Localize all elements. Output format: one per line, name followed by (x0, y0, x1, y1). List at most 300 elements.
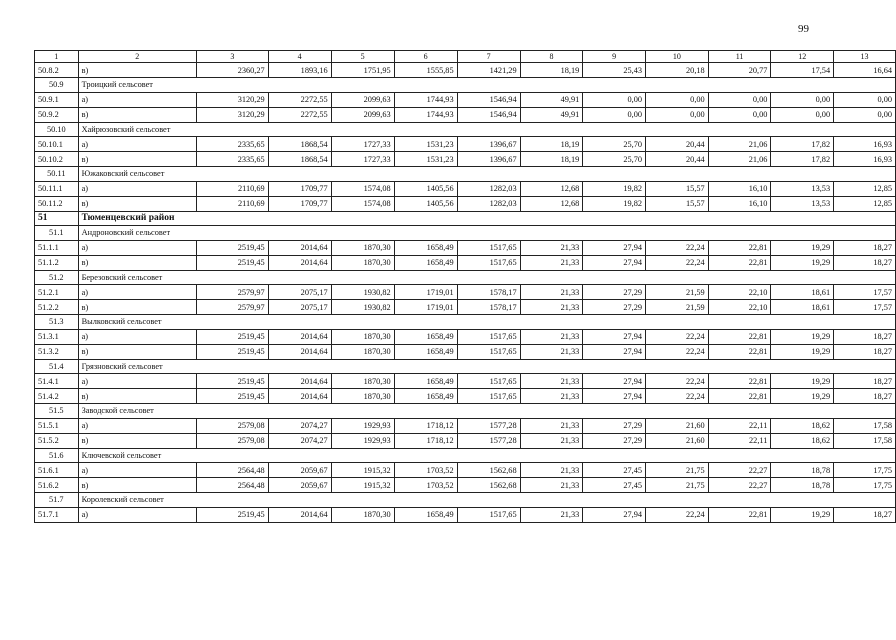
value-cell: 12,68 (520, 181, 583, 196)
value-cell: 16,10 (708, 181, 771, 196)
value-cell: 2360,27 (196, 63, 268, 78)
value-cell: 22,24 (646, 255, 709, 270)
value-cell: 49,91 (520, 107, 583, 122)
subsection-row (35, 226, 896, 241)
subsection-row (35, 359, 896, 374)
value-cell: 1562,68 (457, 478, 520, 493)
value-cell: 16,10 (708, 196, 771, 211)
section-number: 51.4 (35, 359, 79, 374)
value-cell: 22,24 (646, 240, 709, 255)
section-title: Тюменцевский район (78, 211, 895, 226)
value-cell: 1577,28 (457, 418, 520, 433)
section-title: Ключевской сельсовет (78, 448, 895, 463)
row-variant: в) (78, 478, 196, 493)
value-cell: 0,00 (771, 107, 834, 122)
row-number: 51.2.2 (35, 300, 79, 315)
section-title: Андроновский сельсовет (78, 226, 895, 241)
table-row (35, 196, 896, 211)
section-number: 51.7 (35, 493, 79, 508)
table-row (35, 107, 896, 122)
section-number: 51 (35, 211, 79, 226)
section-title: Березовский сельсовет (78, 270, 895, 285)
value-cell: 25,70 (583, 152, 646, 167)
value-cell: 22,24 (646, 374, 709, 389)
value-cell: 21,59 (646, 285, 709, 300)
value-cell: 1868,54 (268, 152, 331, 167)
value-cell: 18,62 (771, 418, 834, 433)
value-cell: 22,10 (708, 285, 771, 300)
value-cell: 1870,30 (331, 389, 394, 404)
value-cell: 21,60 (646, 418, 709, 433)
value-cell: 27,94 (583, 240, 646, 255)
value-cell: 25,43 (583, 63, 646, 78)
section-number: 51.5 (35, 404, 79, 419)
value-cell: 1727,33 (331, 137, 394, 152)
row-number: 51.3.1 (35, 329, 79, 344)
value-cell: 21,75 (646, 463, 709, 478)
row-number: 51.1.1 (35, 240, 79, 255)
value-cell: 22,24 (646, 329, 709, 344)
value-cell: 16,64 (834, 63, 896, 78)
value-cell: 1577,28 (457, 433, 520, 448)
row-number: 51.5.1 (35, 418, 79, 433)
table-row (35, 152, 896, 167)
subsection-row (35, 122, 896, 137)
value-cell: 2579,08 (196, 433, 268, 448)
section-number: 51.1 (35, 226, 79, 241)
value-cell: 22,24 (646, 507, 709, 522)
value-cell: 1915,32 (331, 478, 394, 493)
row-number: 51.7.1 (35, 507, 79, 522)
column-header: 4 (268, 51, 331, 63)
column-header: 9 (583, 51, 646, 63)
value-cell: 22,11 (708, 418, 771, 433)
value-cell: 16,93 (834, 152, 896, 167)
value-cell: 21,33 (520, 507, 583, 522)
value-cell: 1517,65 (457, 507, 520, 522)
table-row (35, 285, 896, 300)
value-cell: 12,85 (834, 196, 896, 211)
value-cell: 13,53 (771, 181, 834, 196)
value-cell: 22,81 (708, 255, 771, 270)
row-number: 50.8.2 (35, 63, 79, 78)
value-cell: 2579,97 (196, 285, 268, 300)
value-cell: 2564,48 (196, 463, 268, 478)
value-cell: 15,57 (646, 181, 709, 196)
table-row (35, 478, 896, 493)
value-cell: 21,75 (646, 478, 709, 493)
value-cell: 1744,93 (394, 92, 457, 107)
row-variant: а) (78, 137, 196, 152)
table-row (35, 507, 896, 522)
row-number: 50.9.1 (35, 92, 79, 107)
value-cell: 21,33 (520, 285, 583, 300)
value-cell: 1703,52 (394, 478, 457, 493)
section-number: 51.6 (35, 448, 79, 463)
value-cell: 21,33 (520, 240, 583, 255)
value-cell: 2519,45 (196, 507, 268, 522)
value-cell: 1870,30 (331, 344, 394, 359)
value-cell: 3120,29 (196, 92, 268, 107)
value-cell: 1870,30 (331, 374, 394, 389)
value-cell: 18,78 (771, 463, 834, 478)
value-cell: 2519,45 (196, 374, 268, 389)
row-number: 50.11.2 (35, 196, 79, 211)
value-cell: 1719,01 (394, 300, 457, 315)
value-cell: 1546,94 (457, 107, 520, 122)
value-cell: 1421,29 (457, 63, 520, 78)
value-cell: 1658,49 (394, 344, 457, 359)
table-row (35, 181, 896, 196)
value-cell: 2074,27 (268, 433, 331, 448)
section-title: Хайрюзовский сельсовет (78, 122, 895, 137)
value-cell: 1517,65 (457, 389, 520, 404)
row-variant: а) (78, 418, 196, 433)
value-cell: 19,29 (771, 344, 834, 359)
value-cell: 17,75 (834, 478, 896, 493)
value-cell: 20,44 (646, 152, 709, 167)
value-cell: 1709,77 (268, 181, 331, 196)
row-number: 51.3.2 (35, 344, 79, 359)
column-header: 13 (834, 51, 896, 63)
row-number: 50.9.2 (35, 107, 79, 122)
value-cell: 2014,64 (268, 389, 331, 404)
value-cell: 1658,49 (394, 389, 457, 404)
value-cell: 1555,85 (394, 63, 457, 78)
value-cell: 1405,56 (394, 181, 457, 196)
value-cell: 1578,17 (457, 285, 520, 300)
row-variant: а) (78, 285, 196, 300)
value-cell: 1396,67 (457, 137, 520, 152)
subsection-row (35, 448, 896, 463)
value-cell: 22,81 (708, 507, 771, 522)
value-cell: 2519,45 (196, 240, 268, 255)
row-number: 50.11.1 (35, 181, 79, 196)
row-variant: в) (78, 152, 196, 167)
value-cell: 19,82 (583, 181, 646, 196)
value-cell: 18,62 (771, 433, 834, 448)
value-cell: 27,29 (583, 418, 646, 433)
page-number: 99 (798, 23, 809, 35)
value-cell: 1517,65 (457, 374, 520, 389)
value-cell: 1405,56 (394, 196, 457, 211)
section-title: Южаковский сельсовет (78, 167, 895, 182)
value-cell: 2519,45 (196, 344, 268, 359)
value-cell: 17,75 (834, 463, 896, 478)
value-cell: 18,19 (520, 137, 583, 152)
table-row (35, 344, 896, 359)
subsection-row (35, 167, 896, 182)
row-variant: а) (78, 92, 196, 107)
value-cell: 1929,93 (331, 418, 394, 433)
district-header-row (35, 211, 896, 226)
row-number: 51.4.1 (35, 374, 79, 389)
value-cell: 1751,95 (331, 63, 394, 78)
value-cell: 19,29 (771, 374, 834, 389)
row-variant: а) (78, 240, 196, 255)
value-cell: 2272,55 (268, 107, 331, 122)
value-cell: 2099,63 (331, 92, 394, 107)
value-cell: 27,29 (583, 300, 646, 315)
value-cell: 27,94 (583, 329, 646, 344)
row-variant: в) (78, 344, 196, 359)
value-cell: 1930,82 (331, 300, 394, 315)
value-cell: 1893,16 (268, 63, 331, 78)
value-cell: 22,81 (708, 374, 771, 389)
value-cell: 1930,82 (331, 285, 394, 300)
value-cell: 0,00 (771, 92, 834, 107)
subsection-row (35, 270, 896, 285)
value-cell: 20,18 (646, 63, 709, 78)
value-cell: 1517,65 (457, 240, 520, 255)
value-cell: 27,94 (583, 255, 646, 270)
row-number: 51.5.2 (35, 433, 79, 448)
value-cell: 1719,01 (394, 285, 457, 300)
value-cell: 1658,49 (394, 255, 457, 270)
value-cell: 27,94 (583, 507, 646, 522)
column-header: 3 (196, 51, 268, 63)
value-cell: 17,57 (834, 285, 896, 300)
value-cell: 1574,08 (331, 181, 394, 196)
value-cell: 1703,52 (394, 463, 457, 478)
value-cell: 18,27 (834, 344, 896, 359)
value-cell: 22,24 (646, 389, 709, 404)
section-number: 50.11 (35, 167, 79, 182)
section-number: 51.3 (35, 315, 79, 330)
value-cell: 19,82 (583, 196, 646, 211)
value-cell: 21,33 (520, 374, 583, 389)
value-cell: 21,33 (520, 329, 583, 344)
value-cell: 27,29 (583, 433, 646, 448)
column-header: 12 (771, 51, 834, 63)
value-cell: 19,29 (771, 329, 834, 344)
value-cell: 22,81 (708, 240, 771, 255)
value-cell: 20,77 (708, 63, 771, 78)
column-header: 1 (35, 51, 79, 63)
value-cell: 2272,55 (268, 92, 331, 107)
row-variant: а) (78, 181, 196, 196)
value-cell: 49,91 (520, 92, 583, 107)
value-cell: 22,81 (708, 329, 771, 344)
table-row (35, 433, 896, 448)
row-number: 51.1.2 (35, 255, 79, 270)
value-cell: 1658,49 (394, 240, 457, 255)
value-cell: 1870,30 (331, 240, 394, 255)
section-number: 50.9 (35, 78, 79, 93)
table-row (35, 63, 896, 78)
column-header: 2 (78, 51, 196, 63)
value-cell: 18,27 (834, 240, 896, 255)
value-cell: 0,00 (583, 107, 646, 122)
value-cell: 1718,12 (394, 433, 457, 448)
row-number: 50.10.2 (35, 152, 79, 167)
value-cell: 27,94 (583, 389, 646, 404)
value-cell: 27,94 (583, 374, 646, 389)
row-number: 51.2.1 (35, 285, 79, 300)
column-header: 6 (394, 51, 457, 63)
value-cell: 22,24 (646, 344, 709, 359)
value-cell: 1396,67 (457, 152, 520, 167)
value-cell: 3120,29 (196, 107, 268, 122)
row-variant: в) (78, 389, 196, 404)
value-cell: 18,27 (834, 329, 896, 344)
value-cell: 1658,49 (394, 329, 457, 344)
value-cell: 2099,63 (331, 107, 394, 122)
value-cell: 1718,12 (394, 418, 457, 433)
table-row (35, 418, 896, 433)
row-number: 51.4.2 (35, 389, 79, 404)
value-cell: 21,06 (708, 152, 771, 167)
value-cell: 18,61 (771, 300, 834, 315)
table-row (35, 374, 896, 389)
value-cell: 22,27 (708, 478, 771, 493)
value-cell: 1531,23 (394, 137, 457, 152)
value-cell: 2110,69 (196, 181, 268, 196)
value-cell: 1870,30 (331, 255, 394, 270)
value-cell: 21,33 (520, 255, 583, 270)
value-cell: 1282,03 (457, 181, 520, 196)
value-cell: 27,29 (583, 285, 646, 300)
table-row (35, 240, 896, 255)
value-cell: 1658,49 (394, 374, 457, 389)
value-cell: 19,29 (771, 255, 834, 270)
value-cell: 1562,68 (457, 463, 520, 478)
column-header: 5 (331, 51, 394, 63)
value-cell: 19,29 (771, 507, 834, 522)
value-cell: 22,81 (708, 389, 771, 404)
value-cell: 17,58 (834, 433, 896, 448)
table-row (35, 329, 896, 344)
row-variant: в) (78, 300, 196, 315)
row-number: 51.6.2 (35, 478, 79, 493)
value-cell: 2519,45 (196, 329, 268, 344)
value-cell: 0,00 (646, 107, 709, 122)
value-cell: 2075,17 (268, 285, 331, 300)
value-cell: 13,53 (771, 196, 834, 211)
value-cell: 1517,65 (457, 344, 520, 359)
row-variant: в) (78, 63, 196, 78)
section-number: 51.2 (35, 270, 79, 285)
table-row (35, 255, 896, 270)
value-cell: 0,00 (834, 92, 896, 107)
value-cell: 2014,64 (268, 374, 331, 389)
value-cell: 21,59 (646, 300, 709, 315)
value-cell: 2014,64 (268, 329, 331, 344)
value-cell: 2059,67 (268, 478, 331, 493)
value-cell: 1868,54 (268, 137, 331, 152)
value-cell: 18,27 (834, 389, 896, 404)
section-title: Грязновский сельсовет (78, 359, 895, 374)
value-cell: 2014,64 (268, 240, 331, 255)
value-cell: 1727,33 (331, 152, 394, 167)
value-cell: 27,45 (583, 478, 646, 493)
value-cell: 18,27 (834, 507, 896, 522)
value-cell: 16,93 (834, 137, 896, 152)
value-cell: 2335,65 (196, 152, 268, 167)
value-cell: 1870,30 (331, 507, 394, 522)
row-variant: в) (78, 433, 196, 448)
value-cell: 17,58 (834, 418, 896, 433)
column-header: 11 (708, 51, 771, 63)
value-cell: 1870,30 (331, 329, 394, 344)
section-title: Вылковский сельсовет (78, 315, 895, 330)
value-cell: 21,60 (646, 433, 709, 448)
value-cell: 21,33 (520, 344, 583, 359)
subsection-row (35, 78, 896, 93)
value-cell: 2110,69 (196, 196, 268, 211)
table-row (35, 300, 896, 315)
value-cell: 0,00 (708, 92, 771, 107)
subsection-row (35, 493, 896, 508)
row-variant: а) (78, 463, 196, 478)
value-cell: 1282,03 (457, 196, 520, 211)
row-number: 51.6.1 (35, 463, 79, 478)
value-cell: 1517,65 (457, 255, 520, 270)
column-header: 10 (646, 51, 709, 63)
value-cell: 2579,97 (196, 300, 268, 315)
value-cell: 22,11 (708, 433, 771, 448)
column-header: 7 (457, 51, 520, 63)
value-cell: 21,33 (520, 478, 583, 493)
value-cell: 27,94 (583, 344, 646, 359)
subsection-row (35, 315, 896, 330)
value-cell: 19,29 (771, 389, 834, 404)
value-cell: 1658,49 (394, 507, 457, 522)
value-cell: 0,00 (646, 92, 709, 107)
value-cell: 1546,94 (457, 92, 520, 107)
value-cell: 1578,17 (457, 300, 520, 315)
value-cell: 2579,08 (196, 418, 268, 433)
value-cell: 22,27 (708, 463, 771, 478)
table-row (35, 463, 896, 478)
value-cell: 18,19 (520, 63, 583, 78)
value-cell: 2014,64 (268, 507, 331, 522)
value-cell: 19,29 (771, 240, 834, 255)
table-row (35, 137, 896, 152)
value-cell: 2014,64 (268, 344, 331, 359)
tariff-table (34, 50, 896, 523)
table-row (35, 92, 896, 107)
column-header-row (35, 51, 896, 63)
value-cell: 18,61 (771, 285, 834, 300)
row-variant: в) (78, 107, 196, 122)
row-variant: в) (78, 255, 196, 270)
row-variant: а) (78, 374, 196, 389)
value-cell: 2014,64 (268, 255, 331, 270)
value-cell: 18,78 (771, 478, 834, 493)
section-title: Королевский сельсовет (78, 493, 895, 508)
value-cell: 17,82 (771, 152, 834, 167)
value-cell: 1929,93 (331, 433, 394, 448)
value-cell: 21,06 (708, 137, 771, 152)
section-number: 50.10 (35, 122, 79, 137)
table-row (35, 389, 896, 404)
value-cell: 17,82 (771, 137, 834, 152)
value-cell: 0,00 (834, 107, 896, 122)
value-cell: 2564,48 (196, 478, 268, 493)
value-cell: 1744,93 (394, 107, 457, 122)
value-cell: 21,33 (520, 300, 583, 315)
subsection-row (35, 404, 896, 419)
value-cell: 21,33 (520, 433, 583, 448)
value-cell: 20,44 (646, 137, 709, 152)
value-cell: 18,27 (834, 374, 896, 389)
value-cell: 27,45 (583, 463, 646, 478)
value-cell: 1915,32 (331, 463, 394, 478)
value-cell: 22,81 (708, 344, 771, 359)
value-cell: 21,33 (520, 463, 583, 478)
value-cell: 0,00 (708, 107, 771, 122)
